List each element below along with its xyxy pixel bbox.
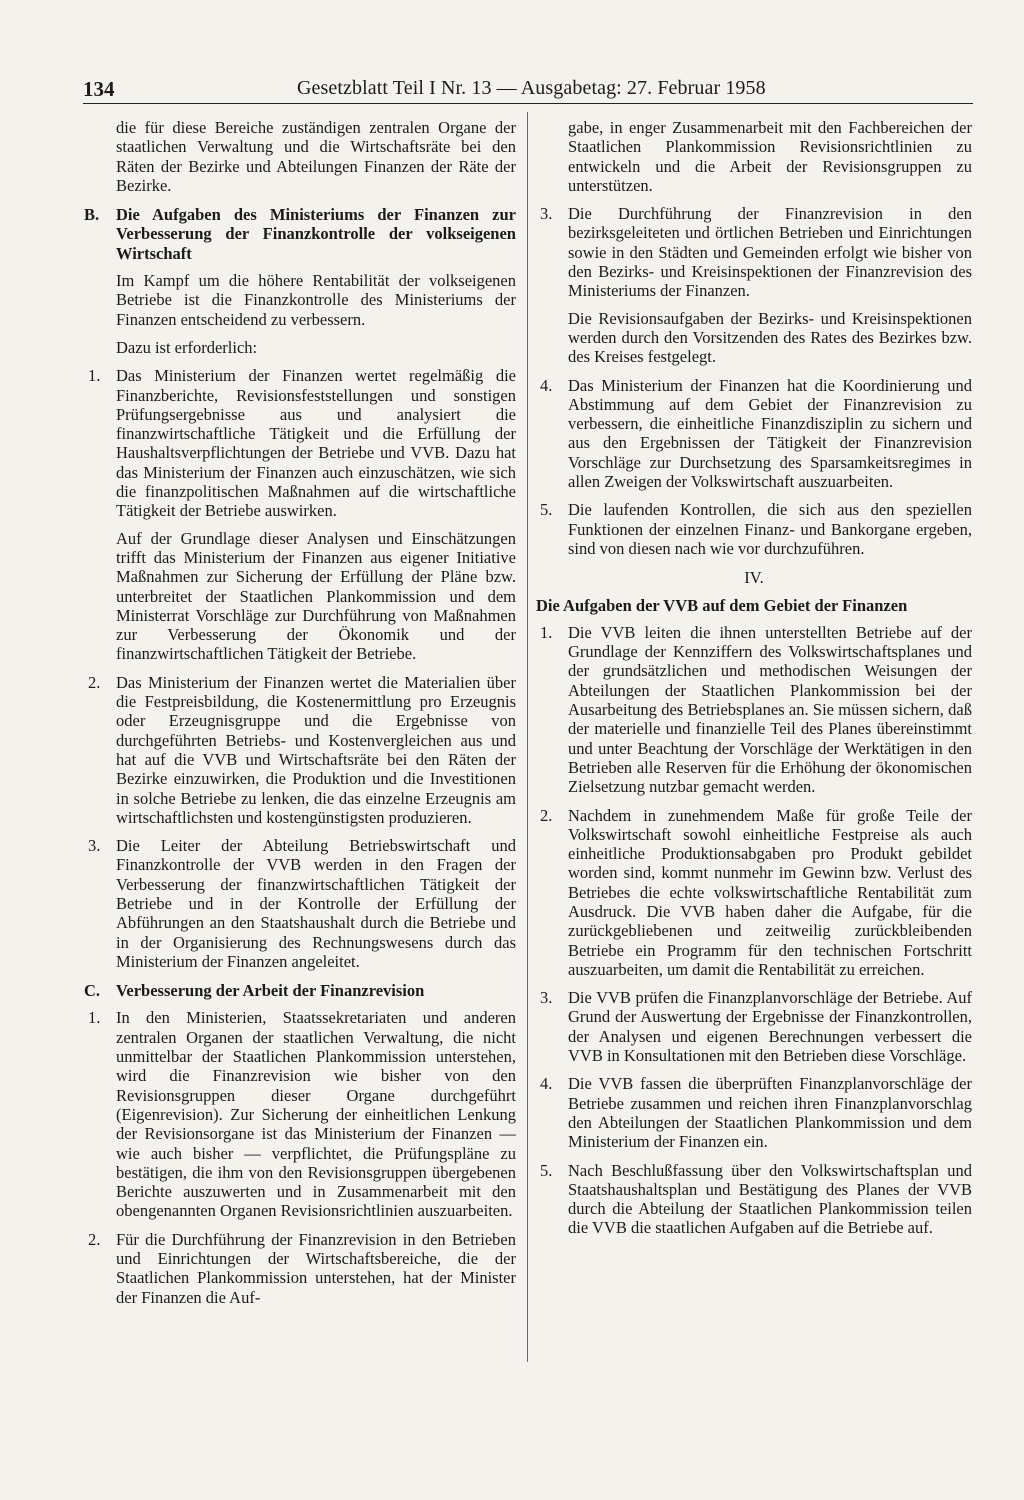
item-text: Nach Beschlußfassung über den Volkswirtschaftsplan und Staatshaushaltsplan und Bestätigung des Planes der VVB durch die Abteilung der Staatlichen Plankommission teilen die VVB die staatlichen Aufgaben auf die Betriebe auf.	[568, 1160, 972, 1238]
item-text: Das Ministerium der Finanzen hat die Koordinierung und Abstimmung auf dem Gebiet der Finanzrevision zu verbessern, die einheitliche Finanzdisziplin zu sichern und aus den Ergebnissen der Tätigkeit der Finanzrevision Vorschläge zur Durchsetzung des Sparsamkeitsregimes in allen Zweigen der Volkswirtschaft auszuarbeiten.	[568, 375, 972, 492]
item-text: Die Leiter der Abteilung Betriebswirtschaft und Finanzkontrolle der VVB werden in den Fragen der Verbesserung der finanzwirtschaftlichen Tätigkeit der Betriebe und in der Kontrolle der Erfüllung der Abführungen an den Staatshaushalt durch die Betriebe und in der Organisierung des Rechnungswesens durch das Ministerium der Finanzen angeleitet.	[116, 836, 516, 971]
continuation-paragraph: gabe, in enger Zusammenarbeit mit den Fachbereichen der Staatlichen Plankommission Revisionsrichtlinien zu entwickeln und die Arbeit der Revisionsgruppen zu unterstützen.	[568, 118, 972, 195]
item-text: Die VVB fassen die überprüften Finanzplanvorschläge der Betriebe zusammen und reichen ihren Finanzplanvorschlag den Abteilungen der Staatlichen Plankommission und dem Ministerium der Finanzen ein.	[568, 1074, 972, 1152]
item-text: In den Ministerien, Staatssekretariaten und anderen zentralen Organen der staatlichen Verwaltung, die nicht unmittelbar der Staatlichen Plankommission unterstehen, wird die Finanzrevision wie bisher von den Revisionsgruppen dieser Organe durchgeführt (Eigenrevision). Zur Sicherung der einheitlichen Lenkung der Revisionsorgane ist das Ministerium der Finanzen — wie auch bisher — verpflichtet, die Prüfungspläne zu bestätigen, die ihm von den Revisionsgruppen übergebenen Berichte auszuwerten und in Zusammenarbeit mit den obengenannten Organen Revisionsrichtlinien auszuarbeiten.	[116, 1008, 516, 1221]
section-c-heading	[84, 981, 516, 1000]
list-item	[536, 806, 972, 980]
header-title: Gesetzblatt Teil I Nr. 13 — Ausgabetag: 27. Februar 1958	[297, 77, 766, 99]
right-column	[536, 118, 972, 1247]
section-iv-title: Die Aufgaben der VVB auf dem Gebiet der Finanzen	[536, 595, 908, 615]
list-item	[536, 376, 972, 492]
left-column	[84, 118, 516, 1316]
list-item	[84, 1230, 516, 1307]
item-number: 1.	[540, 622, 553, 642]
list-item	[84, 366, 516, 663]
list-item	[84, 1008, 516, 1220]
item-text: Die VVB leiten die ihnen unterstellten Betriebe auf der Grundlage der Kennziffern des Volkswirtschaftsplanes und der grundsätzlichen und methodischen Weisungen der Abteilungen der Staatlichen Plankommission bei der Ausarbeitung des Betriebsplanes an. Sie müssen sichern, daß der materielle und finanzielle Teil des Planes übereinstimmt und unter Beachtung der Vorschläge der Werktätigen in den Betrieben alle Reserven für die Erhöhung der ökonomischen Zielsetzung nutzbar gemacht werden.	[568, 622, 972, 797]
item-text: Die Durchführung der Finanzrevision in den bezirksgeleiteten und örtlichen Betrieben und Einrichtungen sowie in den Städten und Gemeinden erfolgt wie bisher von den Bezirks- und Kreisinspektionen der Finanzrevision des Ministeriums der Finanzen.	[568, 204, 972, 301]
intro-paragraph: die für diese Bereiche zuständigen zentralen Organe der staatlichen Verwaltung und die Wirtschaftsräte bei den Räten der Bezirke und Abteilungen Finanzen der Räte der Bezirke.	[116, 118, 516, 195]
section-b-paragraph: Im Kampf um die höhere Rentabilität der volkseigenen Betriebe ist die Finanzkontrolle des Ministeriums der Finanzen entscheidend zu verbessern.	[116, 271, 516, 329]
item-text: Das Ministerium der Finanzen wertet regelmäßig die Finanzberichte, Revisionsfeststellungen und sonstigen Prüfungsergebnisse aus und analysiert die finanzwirtschaftliche Tätigkeit und die Erfüllung der Haushaltsverpflichtungen der Betriebe und VVB. Dazu hat das Ministerium der Finanzen auch einzuschätzen, wie sich die finanzpolitischen Maßnahmen auf die wirtschaftliche Tätigkeit der Betriebe auswirken.	[116, 366, 516, 521]
list-item	[536, 988, 972, 1065]
item-text: Für die Durchführung der Finanzrevision in den Betrieben und Einrichtungen der Wirtschaftsbereiche, die der Staatlichen Plankommission unterstehen, hat der Minister der Finanzen die Auf-	[116, 1229, 516, 1307]
item-number: 2.	[540, 805, 553, 825]
list-item	[84, 673, 516, 827]
list-item	[536, 204, 972, 366]
page-header	[83, 77, 973, 104]
item-number: 3.	[540, 204, 553, 224]
section-b-title: Die Aufgaben des Ministeriums der Finanzen zur Verbesserung der Finanzkontrolle der volkseigenen Wirtschaft	[116, 205, 516, 263]
item-text: Die VVB prüfen die Finanzplanvorschläge der Betriebe. Auf Grund der Auswertung der Ergebnisse der Finanzkontrollen, der Analysen und eigenen Berechnungen verbessert die VVB in Konsultationen mit den Betrieben diese Vorschläge.	[568, 988, 972, 1066]
item-number: 2.	[88, 672, 101, 692]
section-b-letter: B.	[84, 205, 100, 225]
item-number: 3.	[88, 836, 101, 856]
item-text: Auf der Grundlage dieser Analysen und Einschätzungen trifft das Ministerium der Finanzen aus eigener Initiative Maßnahmen zur Sicherung der Erfüllung der Pläne bzw. unterbreitet der Staatlichen Plankommission und dem Ministerrat Vorschläge zur Durchführung von Maßnahmen zur Verbesserung der Ökonomik und der finanzwirtschaftlichen Tätigkeit der Betriebe.	[116, 528, 516, 664]
item-number: 1.	[88, 1008, 101, 1028]
section-b-paragraph: Dazu ist erforderlich:	[116, 337, 258, 357]
section-c-letter: C.	[84, 981, 101, 1001]
item-text: Die Revisionsaufgaben der Bezirks- und Kreisinspektionen werden durch den Vorsitzenden des Rates des Bezirkes bzw. des Kreises festgelegt.	[568, 308, 972, 367]
item-number: 2.	[88, 1229, 101, 1249]
item-number: 3.	[540, 988, 553, 1008]
list-item	[536, 1074, 972, 1151]
item-number: 5.	[540, 1160, 553, 1180]
list-item	[536, 1161, 972, 1238]
item-number: 1.	[88, 366, 101, 386]
list-item	[536, 500, 972, 558]
list-item	[536, 623, 972, 797]
item-number: 5.	[540, 500, 553, 520]
column-divider	[527, 112, 528, 1362]
item-text: Die laufenden Kontrollen, die sich aus den speziellen Funktionen der einzelnen Finanz- und Bankorgane ergeben, sind von diesen nach wie vor durchzuführen.	[568, 500, 972, 558]
item-number: 4.	[540, 1074, 553, 1094]
section-iv-numeral: IV.	[744, 568, 764, 588]
item-text: Das Ministerium der Finanzen wertet die Materialien über die Festpreisbildung, die Kostenermittlung pro Erzeugnis oder Erzeugnisgruppe und die Ergebnisse von durchgeführten Betriebs- und Kostenvergleichen aus und hat auf die VVB und Wirtschaftsräte bei den Räten der Bezirke einzuwirken, die Produktion und die Investitionen in solche Betriebe zu lenken, die das einzelne Erzeugnis am wirtschaftlichsten und kostengünstigsten produzieren.	[116, 672, 516, 827]
item-number: 4.	[540, 375, 553, 395]
section-c-title: Verbesserung der Arbeit der Finanzrevision	[116, 981, 425, 1001]
page-number: 134	[83, 77, 115, 101]
item-text: Nachdem in zunehmendem Maße für große Teile der Volkswirtschaft sowohl einheitliche Festpreise als auch einheitliche Produktionsabgaben pro Produkt gebildet worden sind, kommt nunmehr im Gewinn bzw. Verlust des Betriebes die echte volkswirtschaftliche Rentabilität zum Ausdruck. Die VVB haben daher die Aufgabe, für die zurückgebliebenen und zeitweilig zurückbleibenden Betriebe ein Programm für den technischen Fortschritt auszuarbeiten, um damit die Rentabilität zu erreichen.	[568, 805, 972, 979]
list-item	[84, 836, 516, 971]
section-b-heading	[84, 205, 516, 263]
